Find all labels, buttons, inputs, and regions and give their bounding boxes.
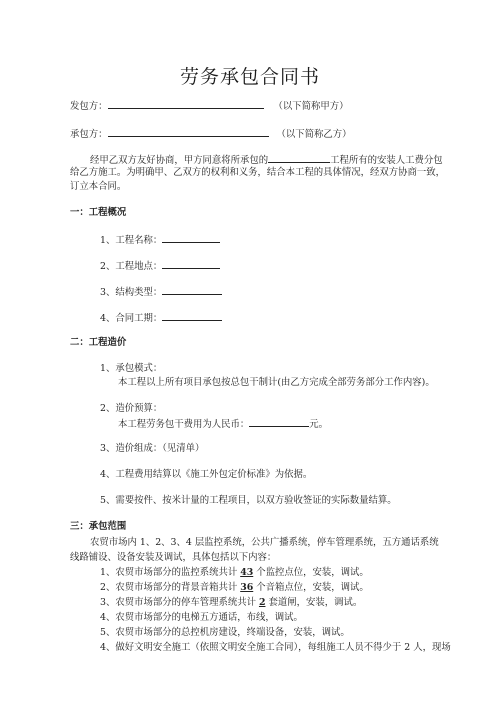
contract-period-blank[interactable] bbox=[162, 311, 222, 321]
measured-items: 5、需要按件、按米计量的工程项目，以双方验收签证的实际数量结算。 bbox=[100, 495, 397, 506]
scope-item-count: 36 bbox=[240, 582, 254, 593]
party-b-suffix: （以下简称乙方） bbox=[276, 129, 352, 140]
section-3-heading: 三：承包范围 bbox=[70, 521, 127, 532]
scope-item bbox=[100, 597, 362, 609]
party-a-label: 发包方： bbox=[70, 101, 108, 112]
party-a-blank[interactable] bbox=[108, 99, 264, 109]
section-1-item bbox=[100, 259, 220, 273]
section-2-heading: 二：工程造价 bbox=[70, 337, 127, 348]
budget-detail-text: 本工程劳务包干费用为人民币： bbox=[118, 419, 250, 430]
intro-line-1 bbox=[90, 153, 443, 167]
intro-line-2: 给乙方施工。为明确甲、乙双方的权利和义务，结合本工程的具体情况，经双方协商一致， bbox=[70, 167, 446, 178]
intro-project-blank[interactable] bbox=[268, 153, 330, 163]
scope-item-text: 个音箱点位，安装，调试。 bbox=[253, 582, 369, 593]
scope-item-text: 1、农贸市场部分的监控系统共计 bbox=[100, 567, 241, 578]
scope-item bbox=[100, 567, 369, 579]
party-b-blank[interactable] bbox=[108, 127, 269, 137]
item-label-project-name: 1、工程名称： bbox=[100, 235, 163, 246]
intro-text-1: 经甲乙双方友好协商，甲方同意将所承包的 bbox=[90, 155, 269, 166]
party-a-suffix: （以下简称甲方） bbox=[273, 101, 349, 112]
scope-item: 4、做好文明安全施工（依照文明安全施工合同），每组施工人员不得少于 2 人，现场 bbox=[100, 642, 451, 653]
project-name-blank[interactable] bbox=[162, 233, 220, 243]
budget-label: 2、造价预算： bbox=[100, 403, 163, 414]
cost-composition: 3、造价组成：（见清单） bbox=[100, 443, 205, 454]
budget-unit: 元。 bbox=[309, 419, 329, 430]
scope-item bbox=[100, 582, 369, 594]
project-location-blank[interactable] bbox=[162, 259, 220, 269]
contract-mode-detail: 本工程以上所有项目承包按总包干制计(由乙方完成全部劳务部分工作内容)。 bbox=[118, 377, 435, 388]
scope-item-count: 2 bbox=[258, 597, 266, 608]
scope-item-count: 43 bbox=[240, 567, 254, 578]
intro-text-2: 工程所有的安装人工费分包 bbox=[330, 155, 443, 166]
item-label-contract-period: 4、合同工期： bbox=[100, 313, 163, 324]
budget-amount-blank[interactable] bbox=[249, 417, 309, 427]
scope-item: 4、农贸市场部分的电梯五方通话，布线，调试。 bbox=[100, 612, 303, 623]
scope-intro-2: 线路铺设、设备安装及调试，具体包括以下内容： bbox=[70, 552, 277, 563]
intro-line-3: 订立本合同。 bbox=[70, 181, 127, 192]
section-1-item bbox=[100, 311, 222, 325]
scope-item-text: 3、农贸市场部分的停车管理系统共计 bbox=[100, 597, 259, 608]
settlement-basis: 4、工程费用结算以《施工外包定价标准》为依据。 bbox=[100, 469, 313, 480]
contract-mode-label: 1、承包模式： bbox=[100, 363, 163, 374]
section-1-item bbox=[100, 233, 220, 247]
document-title: 劳务承包合同书 bbox=[179, 66, 320, 88]
item-label-structure-type: 3、结构类型： bbox=[100, 287, 163, 298]
party-b-line bbox=[70, 127, 352, 141]
section-1-heading: 一：工程概况 bbox=[70, 207, 127, 218]
scope-item-text: 2、农贸市场部分的背景音箱共计 bbox=[100, 582, 241, 593]
scope-item: 5、农贸市场部分的总控机房建设，终端设备，安装，调试。 bbox=[100, 627, 350, 638]
section-1-item bbox=[100, 285, 222, 299]
budget-detail bbox=[118, 417, 328, 431]
party-a-line bbox=[70, 99, 349, 113]
scope-item-text: 个监控点位，安装，调试。 bbox=[253, 567, 369, 578]
structure-type-blank[interactable] bbox=[162, 285, 222, 295]
party-b-label: 承包方： bbox=[70, 129, 108, 140]
item-label-project-location: 2、工程地点： bbox=[100, 261, 163, 272]
scope-intro-1: 农贸市场内 1、2、3、4 层监控系统，公共广播系统，停车管理系统，五方通话系统 bbox=[90, 537, 439, 548]
scope-item-text: 套道闸，安装，调试。 bbox=[265, 597, 363, 608]
